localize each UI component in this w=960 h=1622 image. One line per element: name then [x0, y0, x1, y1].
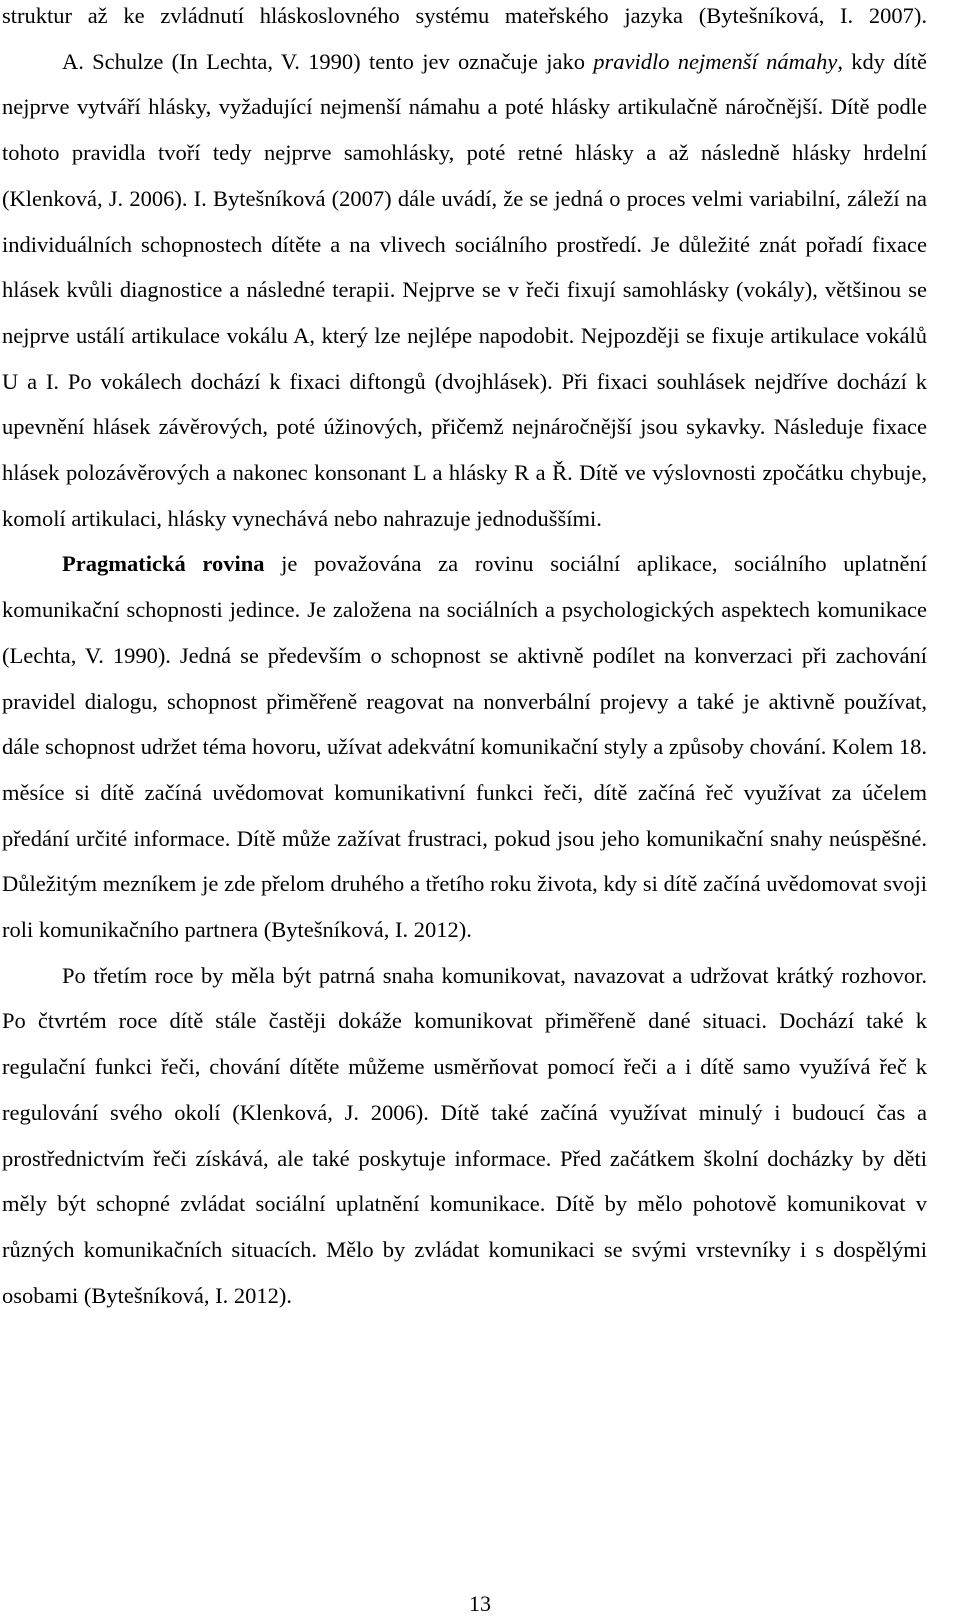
italic-term: pravidlo nejmenší námahy: [593, 48, 838, 74]
paragraph-text: A. Schulze (In Lechta, V. 1990) tento jev označuje jako: [62, 48, 594, 74]
paragraph-text: struktur až ke zvládnutí hláskoslovného systému mateřského jazyka (Bytešníková, I. 2007).: [2, 3, 927, 28]
paragraph-text: , kdy dítě nejprve vytváří hlásky, vyžadující nejmenší námahu a poté hlásky artikulačně náročnější. Dítě podle tohoto pravidla tvoří tedy nejprve samohlásky, poté retné hlásky a až následně hlásky hrdelní (Klenková, J. 2006). I. Bytešníková (2007) dále uvádí, že se jedná o proces velmi variabilní, záleží na individuálních schopnostech dítěte a na vlivech sociálního prostředí. Je důležité znát pořadí fixace hlásek kvůli diagnostice a následné terapii. Nejprve se v řeči fixují samohlásky (vokály), většinou se nejprve ustálí artikulace vokálu A, který lze nejlépe napodobit. Nejpozději se fixuje artikulace vokálů U a I. Po vokálech dochází k fixaci diftongů (dvojhlásek). Při fixaci souhlásek nejdříve dochází k upevnění hlásek závěrových, poté úžinových, přičemž nejnáročnější jsou sykavky. Následuje fixace hlásek polozávěrových a nakonec konsonant L a hlásky R a Ř. Dítě ve výslovnosti zpočátku chybuje, komolí artikulaci, hlásky vynechává nebo nahrazuje jednoduššími.: [2, 48, 928, 531]
paragraph-text: Po třetím roce by měla být patrná snaha komunikovat, navazovat a udržovat krátký rozhovor. Po čtvrtém roce dítě stále častěji dokáže komunikovat přiměřeně dané situaci. Dochází také k regulační funkci řeči, chování dítěte můžeme usměrňovat pomocí řeči a i dítě samo využívá řeč k regulování svého okolí (Klenková, J. 2006). Dítě také začíná využívat minulý i budoucí čas a prostřednictvím řeči získává, ale také poskytuje informace. Před začátkem školní docházky by děti měly být schopné zvládat sociální uplatnění komunikace. Dítě by mělo pohotově komunikovat v různých komunikačních situacích. Mělo by zvládat komunikaci se svými vrstevníky i s dospělými osobami (Bytešníková, I. 2012).: [2, 962, 927, 1308]
document-body: [2, 0, 927, 1318]
bold-term: Pragmatická rovina: [62, 551, 265, 577]
paragraph-schulze: [2, 39, 927, 542]
paragraph-text: je považována za rovinu sociální aplikace, sociálního uplatnění komunikační schopnosti jedince. Je založena na sociálních a psychologických aspektech komunikace (Lechta, V. 1990). Jedná se především o schopnost se aktivně podílet na konverzaci při zachování pravidel dialogu, schopnost přiměřeně reagovat na nonverbální projevy a také je aktivně používat, dále schopnost udržet téma hovoru, užívat adekvátní komunikační styly a způsoby chování. Kolem 18. měsíce si dítě začíná uvědomovat komunikativní funkci řeči, dítě začíná řeč využívat za účelem předání určité informace. Dítě může zažívat frustraci, pokud jsou jeho komunikační snahy neúspěšné. Důležitým mezníkem je zde přelom druhého a třetího roku života, kdy si dítě začíná uvědomovat svoji roli komunikačního partnera (Bytešníková, I. 2012).: [2, 551, 927, 943]
paragraph-after-third-year: [2, 953, 927, 1319]
paragraph-pragmatic-level: [2, 541, 927, 952]
page-number: 13: [469, 1591, 491, 1616]
paragraph-continuation: [2, 0, 927, 39]
